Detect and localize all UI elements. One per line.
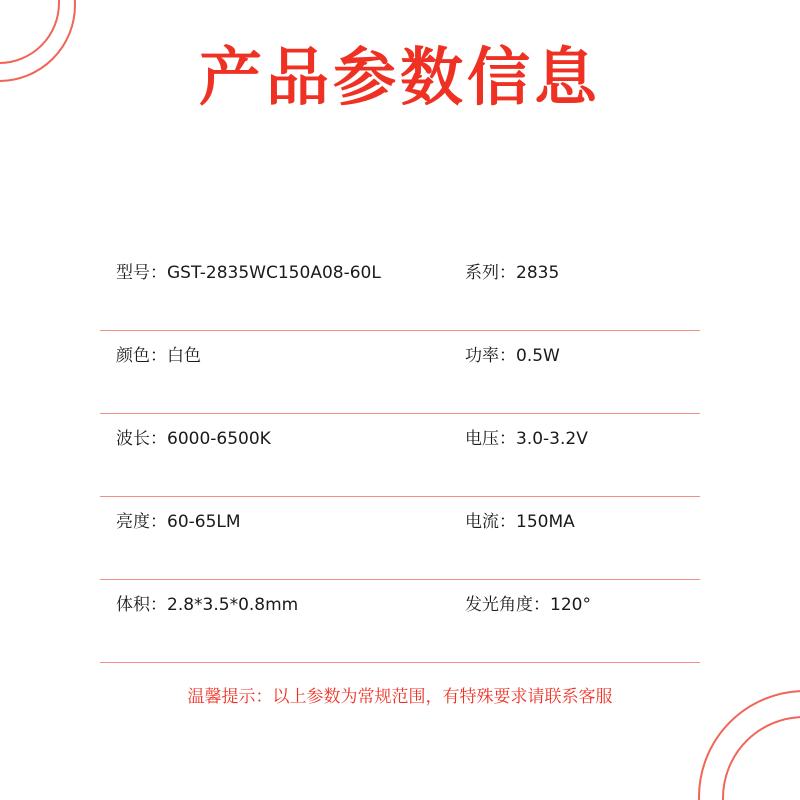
spec-cell-wavelength (100, 414, 455, 449)
spec-label: 电压： (465, 429, 516, 449)
table-row (100, 497, 700, 580)
spec-value: 0.5W (516, 346, 560, 366)
spec-label: 亮度： (116, 512, 167, 532)
table-row (100, 414, 700, 497)
spec-cell-color (100, 331, 455, 366)
footer-note: 温馨提示：以上参数为常规范围，有特殊要求请联系客服 (187, 687, 613, 707)
spec-value: 2835 (516, 263, 560, 283)
spec-label: 电流： (465, 512, 516, 532)
spec-value: 2.8*3.5*0.8mm (167, 595, 299, 615)
spec-cell-series (455, 248, 700, 283)
spec-cell-power (455, 331, 700, 366)
spec-value: 150MA (516, 512, 575, 532)
spec-cell-beam-angle (455, 580, 700, 615)
spec-label: 颜色： (116, 346, 167, 366)
spec-label: 功率： (465, 346, 516, 366)
spec-value: 白色 (167, 346, 201, 366)
spec-value: 120° (550, 595, 591, 615)
spec-value: 6000-6500K (167, 429, 271, 449)
spec-cell-brightness (100, 497, 455, 532)
spec-label: 型号： (116, 263, 167, 283)
spec-label: 体积： (116, 595, 167, 615)
spec-cell-dimensions (100, 580, 455, 615)
spec-value: 60-65LM (167, 512, 241, 532)
page-title: 产品参数信息 (199, 41, 601, 114)
table-row (100, 580, 700, 663)
table-row (100, 331, 700, 414)
spec-table (100, 248, 700, 663)
spec-value: GST-2835WC150A08-60L (167, 263, 381, 283)
spec-label: 系列： (465, 263, 516, 283)
spec-cell-model (100, 248, 455, 283)
spec-label: 发光角度： (465, 595, 550, 615)
spec-value: 3.0-3.2V (516, 429, 588, 449)
spec-cell-voltage (455, 414, 700, 449)
spec-label: 波长： (116, 429, 167, 449)
table-row (100, 248, 700, 331)
spec-cell-current (455, 497, 700, 532)
